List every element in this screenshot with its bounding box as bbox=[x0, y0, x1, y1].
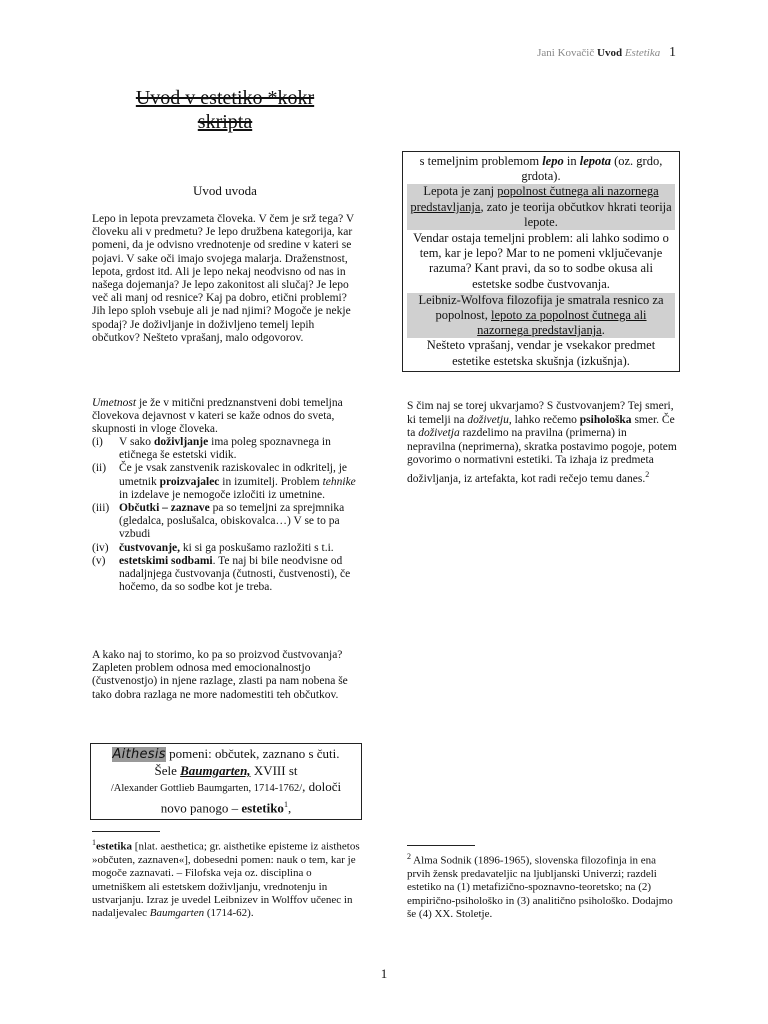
paragraph-italic: doživetju bbox=[467, 413, 509, 426]
kant-paragraph: Vendar ostaja temeljni problem: ali lahko sodimo o tem, kar je lepo? Mar to ne pomeni vključevanje razuma? Kant pravi, da so to sodbe okusa ali estetske sodbe čustvovanja. bbox=[413, 231, 669, 291]
list-item bbox=[92, 542, 360, 555]
experience-paragraph: Nešteto vprašanj, vendar je vsekakor predmet estetike estetska skušnja (izkušnja). bbox=[426, 338, 656, 368]
header-subject: Estetika bbox=[624, 47, 661, 59]
box-text: , zato je teorija občutkov hkrati teorija lepote. bbox=[480, 199, 672, 229]
footnote-term: estetika bbox=[96, 840, 133, 853]
footnote-1 bbox=[92, 836, 362, 920]
list-item-text: Če je vsak zanstvenik raziskovalec in odkritelj, je umetnik bbox=[119, 462, 348, 488]
header-page-number: 1 bbox=[669, 45, 676, 60]
list-item-number: (v) bbox=[92, 554, 106, 567]
list-item bbox=[92, 462, 360, 502]
footnote-text: [nlat. aesthetica; gr. aisthetike episteme iz aisthetos »občuten, zaznaven«], dobesedni pomen: nauk o tem, kar je mogoče zaznavati. – Filofska veja oz. disciplina o umetniškem ali estetskem doživljanju, vrednotenju in ustvarjanju. Izraz je uvedel Leibnizev in Wolffov učenec in nadaljevalec bbox=[92, 840, 360, 920]
section-subtitle: Uvod uvoda bbox=[193, 183, 257, 198]
list-item-text: in izdelave je nemogoče izločiti iz umetnine. bbox=[119, 488, 325, 501]
paragraph-text: , lahko rečemo bbox=[508, 413, 580, 426]
list-item-number: (ii) bbox=[92, 462, 107, 475]
footnote-text: Alma Sodnik (1896-1965), slovenska filozofinja in ena prvih žensk predavateljic na ljubljanski Univerzi; razdeli estetiko na (1) metafizično-spoznavno-teoretsko; na (2) empirično-psihološko in (3) analitično psihološko. Dodajmo še (4) XX. Stoletje. bbox=[407, 854, 673, 920]
footnote-text: (1714-62). bbox=[204, 907, 254, 920]
page-number: 1 bbox=[380, 966, 388, 981]
document-title-line2: skripta bbox=[197, 111, 253, 133]
intro-paragraph: Lepo in lepota prevzameta človeka. V čem je srž tega? V človeku ali v predmetu? Je lepo družbena kategorija, kar pomeni, da je odvisno vrednotenje od sredine v kateri se pojavi. V sake oči imajo svojega malarja. Draženstnost, lepota, grdost itd. Ali je lepo nekaj neodvisno od nas in našega dojemanja? Je lepo zakonitost ali slučaj? Je lepo več ali manj od resnice? Kaj pa dobro, etični problemi? Jih lepo sploh vsebuje ali je nad njimi? Mogoče je nekje spodaj? Je doživljanje in doživljeno temelj lepih občutkov? Nešteto vprašanj, malo odgovorov. bbox=[92, 213, 354, 344]
list-item-number: (iii) bbox=[92, 502, 110, 515]
list-item-text: ki si ga poskušamo razložiti s t.i. bbox=[180, 541, 334, 554]
lepota-term: lepota bbox=[579, 154, 611, 168]
estetika-term: estetiko bbox=[241, 800, 284, 816]
list-item-term: proizvajalec bbox=[159, 475, 220, 488]
header-author: Jani Kovačič bbox=[537, 47, 595, 59]
psychological-paragraph bbox=[407, 400, 677, 486]
paragraph-text: smer. Če ta bbox=[407, 413, 675, 439]
box-text: in bbox=[563, 154, 580, 168]
box-text: Leibniz-Wolfova filozofija je smatrala resnico za popolnost, bbox=[418, 292, 664, 323]
running-header bbox=[537, 45, 676, 61]
paragraph-text: razdelimo na pravilna (primerna) in nepravilna (neprimerna), skratka postavimo pogoje, potem govorimo o normativni estetiki. Ta izhaja iz predmeta doživljanja, iz artefakta, kot radi rečejo temu danes. bbox=[407, 427, 677, 485]
document-title bbox=[100, 86, 350, 134]
box-text: s temeljnim problemom bbox=[419, 154, 543, 168]
footnote-italic: Baumgarten bbox=[149, 907, 205, 920]
emotion-paragraph: A kako naj to storimo, ko pa so proizvod čustvovanja? Zapleten problem odnosa med emocionalnostjo (čustvenostjo) in njene razlage, zlasti pa nam nobena še tako dobra razlaga ne more nadomestiti teh občutkov. bbox=[92, 649, 348, 701]
list-item-text: . Te naj bi bile neodvisne od nadaljnjega čustvovanja (čutnosti, čustvenosti), če hočemo, da so sodbe kot je treba. bbox=[119, 554, 351, 594]
footnote-separator bbox=[407, 845, 475, 846]
list-item-text: V sako bbox=[119, 436, 154, 448]
aithesis-term: Aithesis bbox=[112, 747, 166, 762]
underlined-definition: lepoto za popolnost čutnega ali nazornega predstavljanja bbox=[477, 308, 647, 338]
box-text: Lepota je zanj bbox=[423, 184, 498, 199]
baumgarten-name: Baumgarten, bbox=[180, 763, 251, 778]
header-title: Uvod bbox=[597, 47, 623, 59]
beauty-box bbox=[402, 151, 680, 372]
list-item-term: doživljanje bbox=[153, 436, 209, 448]
box-text: XVIII st bbox=[250, 763, 298, 778]
list-item bbox=[92, 555, 360, 595]
footnote-2 bbox=[407, 850, 677, 921]
underlined-definition: popolnost čutnega ali nazornega predstavljanja bbox=[410, 184, 659, 214]
aspects-list bbox=[92, 436, 360, 594]
box-text: Šele bbox=[154, 763, 181, 778]
list-item-term: estetskimi sodbami bbox=[119, 554, 213, 567]
art-paragraph-text: je že v mitični predznanstveni dobi temeljna človekova dejavnost v kateri se kaže odnos do sveta, skupnosti in vloge človeka. bbox=[92, 397, 343, 436]
aithesis-definition: pomeni: občutek, zaznano s čuti. bbox=[165, 746, 340, 761]
footnote-ref[interactable]: 2 bbox=[645, 469, 650, 479]
list-item-term: čustvovanje, bbox=[119, 541, 181, 554]
paragraph-text: S čim naj se torej ukvarjamo? S čustvovanjem? Tej smeri, ki temelji na bbox=[407, 400, 674, 426]
footnote-mark: 2 bbox=[407, 852, 411, 861]
lepo-term: lepo bbox=[542, 154, 564, 168]
baumgarten-full-name: /Alexander Gottlieb Baumgarten, 1714-1762/ bbox=[110, 783, 303, 794]
highlighted-definition bbox=[407, 184, 675, 230]
box-text: , določi bbox=[302, 779, 342, 794]
list-item-text: ima poleg spoznavnega in etičnega še estetski vidik. bbox=[119, 436, 331, 462]
paragraph-bold: psihološka bbox=[579, 413, 632, 426]
list-item-term: Občutki – zaznave bbox=[119, 502, 210, 515]
box-text: novo panogo – bbox=[160, 800, 242, 816]
paragraph-italic: doživetja bbox=[418, 427, 460, 439]
footnote-separator bbox=[92, 831, 160, 832]
list-item-italic: tehnike bbox=[322, 475, 356, 488]
aithesis-box bbox=[90, 743, 362, 820]
footnote-mark: 1 bbox=[92, 838, 96, 847]
box-text: (oz. grdo, grdota). bbox=[521, 154, 663, 184]
document-title-line1: Uvod v estetiko *kokr bbox=[135, 87, 315, 109]
art-paragraph bbox=[92, 397, 360, 437]
box-text: , bbox=[287, 800, 292, 816]
art-term: Umetnost bbox=[92, 397, 137, 409]
footnote-ref[interactable]: 1 bbox=[283, 800, 288, 809]
list-item bbox=[92, 502, 360, 542]
list-item-text: pa so temeljni za sprejmnika (gledalca, poslušalca, obiskovalca…) V se to pa vzbudi bbox=[119, 502, 345, 541]
leibniz-highlight bbox=[407, 293, 675, 339]
list-item bbox=[92, 436, 360, 462]
list-item-text: in izumitelj. Problem bbox=[219, 475, 323, 488]
box-text: . bbox=[601, 323, 605, 338]
list-item-number: (i) bbox=[92, 436, 103, 448]
list-item-number: (iv) bbox=[92, 541, 109, 554]
